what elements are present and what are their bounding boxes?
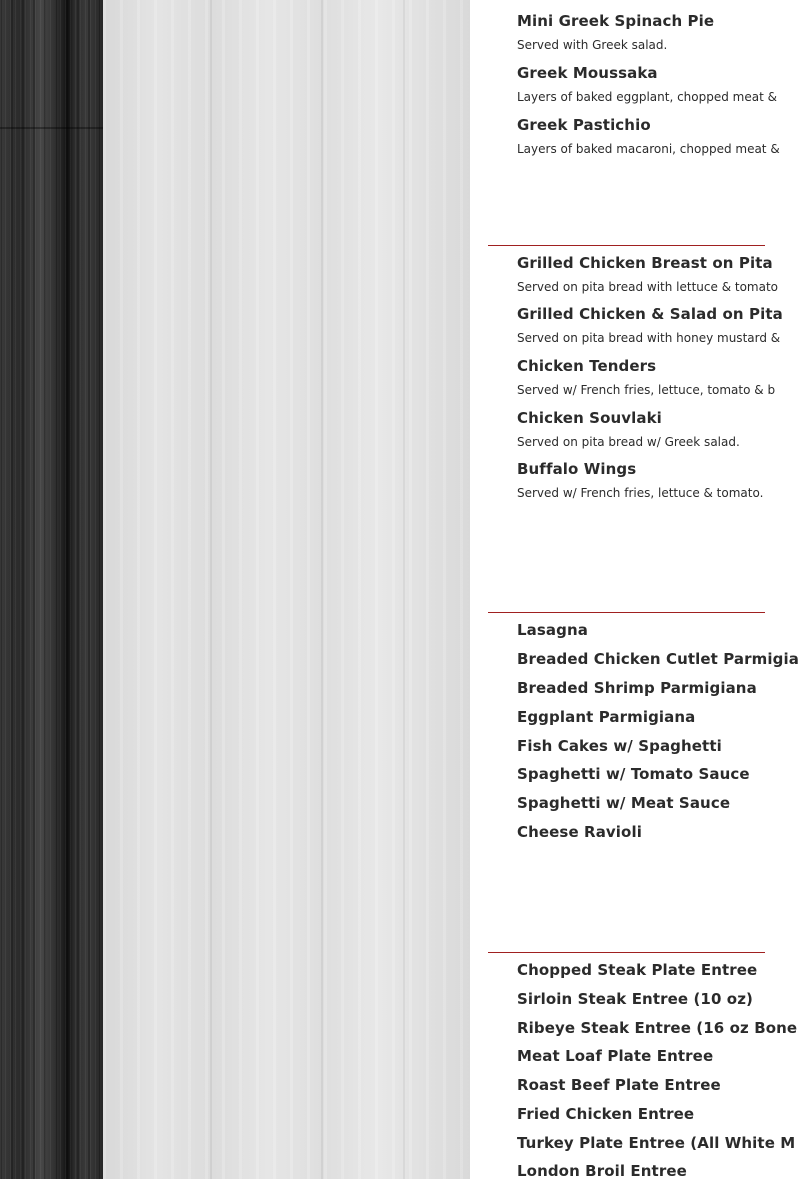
menu-item-name: Spaghetti w/ Meat Sauce	[517, 794, 731, 812]
menu-item-name: Sirloin Steak Entree (10 oz)	[517, 990, 754, 1008]
menu-item-name: Fried Chicken Entree	[517, 1105, 695, 1123]
menu-item-name: Cheese Ravioli	[517, 823, 642, 841]
menu-item-name: Roast Beef Plate Entree	[517, 1076, 721, 1094]
menu-item-name: Breaded Chicken Cutlet Parmigia	[517, 650, 799, 668]
section-divider	[488, 245, 765, 246]
menu-item-name: Ribeye Steak Entree (16 oz Bone	[517, 1019, 798, 1037]
menu-item-desc: Served w/ French fries, lettuce, tomato & b	[517, 383, 776, 397]
section-divider	[488, 612, 765, 613]
menu-item-desc: Served on pita bread with lettuce & tomato	[517, 280, 778, 294]
section-divider	[488, 952, 765, 953]
menu-item-name: Meat Loaf Plate Entree	[517, 1047, 714, 1065]
menu-item-name: Grilled Chicken Breast on Pita	[517, 254, 773, 272]
menu-item-name: Spaghetti w/ Tomato Sauce	[517, 765, 750, 783]
light-wood-panel	[103, 0, 470, 1179]
menu-item-name: Breaded Shrimp Parmigiana	[517, 679, 757, 697]
menu-item-name: Mini Greek Spinach Pie	[517, 12, 715, 30]
menu-item-name: Turkey Plate Entree (All White M	[517, 1134, 796, 1152]
menu-item-name: London Broil Entree	[517, 1162, 687, 1180]
menu-item-desc: Served with Greek salad.	[517, 38, 668, 52]
menu-item-name: Fish Cakes w/ Spaghetti	[517, 737, 722, 755]
menu-item-name: Greek Pastichio	[517, 116, 651, 134]
menu-item-desc: Served on pita bread w/ Greek salad.	[517, 435, 740, 449]
menu-item-name: Buffalo Wings	[517, 460, 637, 478]
menu-item-name: Chopped Steak Plate Entree	[517, 961, 758, 979]
menu-item-name: Lasagna	[517, 621, 588, 639]
menu-item-desc: Layers of baked macaroni, chopped meat &	[517, 142, 780, 156]
menu-item-name: Grilled Chicken & Salad on Pita	[517, 305, 783, 323]
menu-item-desc: Served on pita bread with honey mustard &	[517, 331, 781, 345]
menu-item-name: Eggplant Parmigiana	[517, 708, 696, 726]
menu-item-name: Greek Moussaka	[517, 64, 658, 82]
menu-content	[470, 0, 799, 1180]
menu-item-desc: Served w/ French fries, lettuce & tomato.	[517, 486, 764, 500]
dark-wood-panel	[0, 0, 103, 1179]
menu-item-name: Chicken Souvlaki	[517, 409, 662, 427]
menu-item-name: Chicken Tenders	[517, 357, 657, 375]
menu-item-desc: Layers of baked eggplant, chopped meat &	[517, 90, 777, 104]
